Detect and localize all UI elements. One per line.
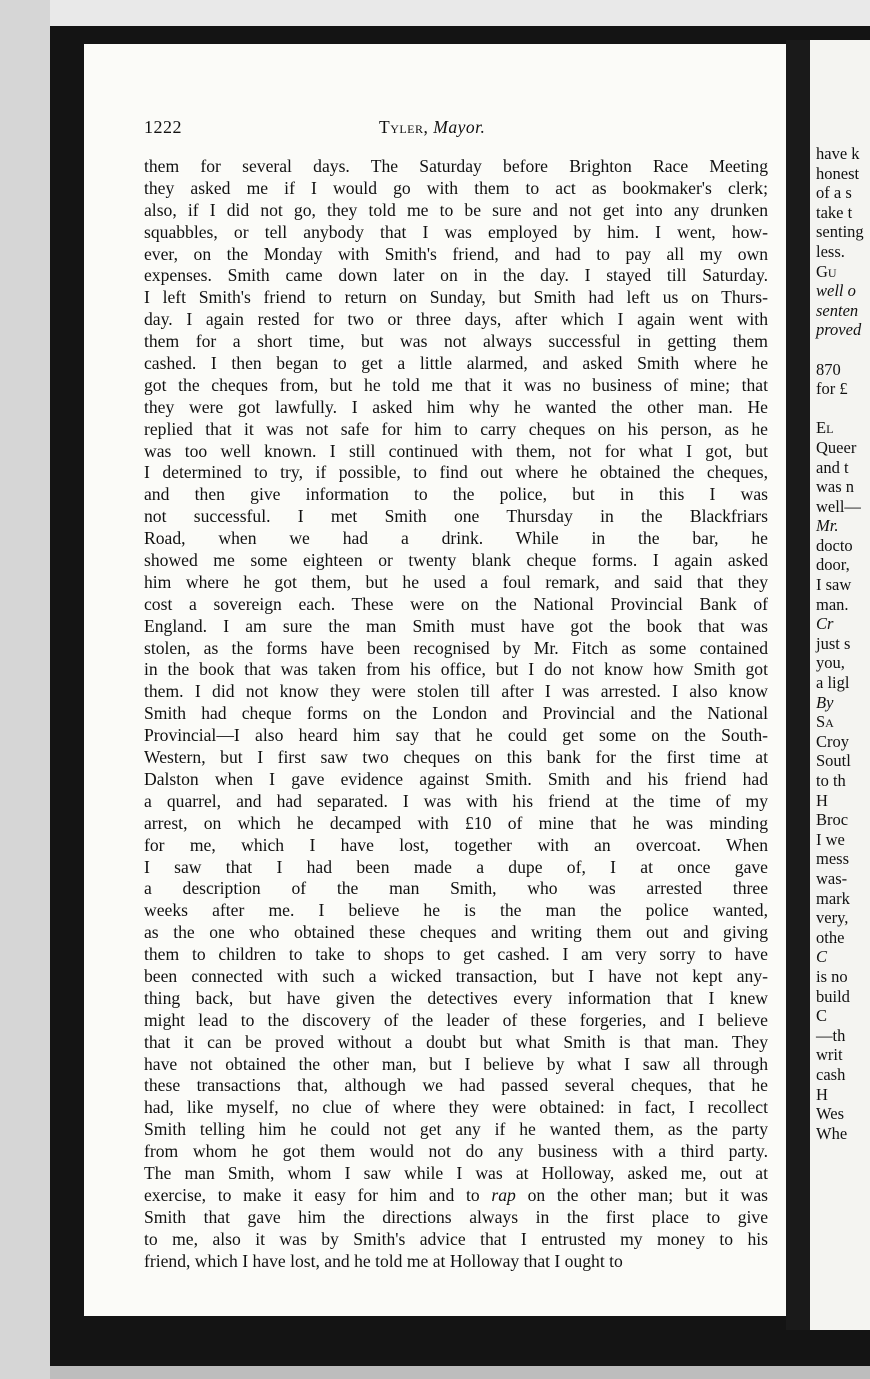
text-line: The man Smith, whom I saw while I was at Holloway, asked me, out at (144, 1162, 768, 1183)
right-page-line: mess (816, 849, 849, 869)
right-page-line: Cr (816, 614, 834, 634)
right-page-line: othe (816, 927, 845, 947)
page-header (144, 117, 768, 141)
right-page-line: docto (816, 535, 853, 555)
right-page-line: I saw (816, 575, 852, 595)
right-page-line: man. (816, 594, 849, 614)
text-line: got the cheques from, but he told me that it was no business of mine; that (144, 374, 768, 395)
running-head (379, 117, 485, 138)
right-page-fragment (810, 40, 870, 1330)
text-line: these transactions that, although we had passed several cheques, that he (144, 1075, 768, 1096)
right-page-line: C (816, 1006, 828, 1026)
text-line: not successful. I met Smith one Thursday in the Blackfriars (144, 506, 768, 527)
right-page-line: honest (816, 163, 860, 183)
text-line: I saw that I had been made a dupe of, I at once gave (144, 856, 768, 877)
right-page-line: you, (816, 653, 845, 673)
right-page-line: H (816, 790, 828, 810)
right-page-line: well o (816, 281, 856, 301)
right-page-line: build (816, 986, 850, 1006)
right-page-line: to th (816, 771, 846, 790)
right-page-line: have k (816, 144, 860, 163)
right-page-line: C (816, 947, 828, 967)
right-page-line: proved (816, 320, 862, 340)
text-line: squabbles, or tell anybody that I was employed by him. I went, how- (144, 221, 768, 242)
body-text (144, 156, 768, 1272)
text-line: them to children to take to shops to get cashed. I am very sorry to have (144, 944, 768, 965)
right-page-line: Wes (816, 1104, 844, 1124)
right-page-line: Broc (816, 810, 849, 830)
text-line: have not obtained the other man, but I believe by what I saw all through (144, 1053, 768, 1074)
right-page-line: Soutl (816, 751, 851, 771)
text-line: been connected with such a wicked transaction, but I have not kept any- (144, 965, 768, 986)
right-page-line: 870 (816, 359, 841, 379)
right-page-line: —th (816, 1025, 846, 1045)
right-page-line: Croy (816, 731, 849, 751)
text-line: friend, which I have lost, and he told me at Holloway that I ought to (144, 1250, 623, 1271)
right-page-line: I we (816, 829, 845, 849)
right-page-line: By (816, 692, 834, 712)
text-line: might lead to the discovery of the leader of these forgeries, and I believe (144, 1009, 768, 1030)
text-line: Road, when we had a drink. While in the bar, he (144, 528, 768, 549)
right-page-line: cash (816, 1064, 846, 1084)
text-line: Smith that gave him the directions always in the first place to give (144, 1206, 768, 1227)
text-line: exercise, to make it easy for him and to rap on the other man; but it was (144, 1184, 769, 1205)
text-line: Dalston when I gave evidence against Smith. Smith and his friend had (144, 768, 768, 789)
right-page-line: well— (816, 496, 861, 516)
text-line: for me, which I have lost, together with an overcoat. When (144, 834, 768, 855)
text-line: in the book that was taken from his office, but I do not know how Smith got (144, 659, 768, 680)
text-line: and then give information to the police, but in this I was (144, 484, 768, 505)
right-page-line (816, 340, 870, 360)
right-page-line: a ligl (816, 673, 850, 693)
text-line: thing back, but have given the detectives every information that I knew (144, 987, 768, 1008)
right-page-line: take t (816, 202, 853, 222)
text-line: I determined to try, if possible, to find out where he obtained the cheques, (144, 462, 768, 483)
text-line: Western, but I first saw two cheques on this bank for the first time at (144, 747, 768, 768)
text-line: Smith telling him he could not get any if he wanted them, as the party (144, 1119, 768, 1140)
text-line: England. I am sure the man Smith must have got the book that was (144, 615, 768, 636)
right-page-line: is no (816, 966, 848, 986)
right-page-line: door, (816, 555, 850, 575)
right-page-line: mark (816, 888, 850, 908)
right-page-line: Queer (816, 437, 857, 457)
italic-word: rap (491, 1184, 516, 1205)
text-line: as the one who obtained these cheques and writing them out and giving (144, 922, 768, 943)
right-page-line: was- (816, 868, 848, 888)
text-line: weeks after me. I believe he is the man the police wanted, (144, 900, 768, 921)
text-line: they were got lawfully. I asked him why he wanted the other man. He (144, 396, 768, 417)
right-page-line: less. (816, 241, 845, 261)
text-line: stolen, as the forms have been recognised by Mr. Fitch as some contained (144, 637, 768, 658)
right-page-line: senting (816, 222, 864, 242)
text-line: replied that it was not safe for him to carry cheques on his person, as he (144, 418, 768, 439)
right-page-lines (816, 144, 870, 1143)
running-head-name: Tyler, (379, 117, 429, 137)
right-page-line: was n (816, 477, 855, 497)
text-line: they asked me if I would go with them to act as bookmaker's clerk; (144, 177, 768, 198)
right-page-line: Sa (816, 712, 834, 732)
text-line: cost a sovereign each. These were on the National Provincial Bank of (144, 593, 768, 614)
text-line: I left Smith's friend to return on Sunday, but Smith had left us on Thurs- (144, 287, 768, 308)
text-line: him where he got them, but he used a foul remark, and said that they (144, 571, 768, 592)
right-page-line: for £ (816, 379, 848, 399)
right-page-line: just s (816, 633, 851, 653)
right-page-line: H (816, 1084, 828, 1104)
right-page-line: senten (816, 300, 859, 320)
text-line: showed me some eighteen or twenty blank cheque forms. I again asked (144, 550, 768, 571)
text-line: a description of the man Smith, who was arrested three (144, 878, 768, 899)
text-line: ever, on the Monday with Smith's friend, and had to pay all my own (144, 243, 768, 264)
right-page-line: Whe (816, 1123, 848, 1143)
right-page-line: very, (816, 908, 849, 928)
right-page-line: El (816, 418, 834, 438)
page-gutter (786, 40, 810, 1330)
text-line: also, if I did not go, they told me to be sure and not get into any drunken (144, 199, 768, 220)
right-page-line (816, 399, 870, 419)
text-line: arrest, on which he decamped with £10 of mine that he was minding (144, 812, 768, 833)
text-line: them for a short time, but was not always successful in getting them (144, 331, 768, 352)
text-line: a quarrel, and had separated. I was with his friend at the time of my (144, 790, 768, 811)
running-head-title: Mayor. (433, 117, 486, 137)
text-line: Provincial—I also heard him say that he could get some on the South- (144, 725, 768, 746)
right-page-line: Gu (816, 261, 837, 281)
text-line: them for several days. The Saturday before Brighton Race Meeting (144, 156, 768, 176)
text-line: had, like myself, no clue of where they were obtained: in fact, I recollect (144, 1097, 768, 1118)
right-page-line: writ (816, 1045, 843, 1065)
scan-background-left (0, 0, 50, 1379)
text-line: cashed. I then began to get a little alarmed, and asked Smith where he (144, 353, 768, 374)
text-line: them. I did not know they were stolen till after I was arrested. I also know (144, 681, 768, 702)
right-page-line: Mr. (816, 516, 839, 536)
text-line: day. I again rested for two or three days, after which I again went with (144, 309, 768, 330)
right-page-line: and t (816, 457, 849, 477)
text-line: to me, also it was by Smith's advice that I entrusted my money to his (144, 1228, 768, 1249)
text-line: from whom he got them would not do any business with a third party. (144, 1141, 768, 1162)
page-number: 1222 (144, 117, 182, 137)
text-line: expenses. Smith came down later on in the day. I stayed till Saturday. (144, 265, 768, 286)
text-line: that it can be proved without a doubt but what Smith is that man. They (144, 1031, 768, 1052)
right-page-line: of a s (816, 183, 852, 203)
text-line: Smith had cheque forms on the London and Provincial and the National (144, 703, 768, 724)
text-line: was too well known. I still continued with them, not for what I got, but (144, 440, 768, 461)
